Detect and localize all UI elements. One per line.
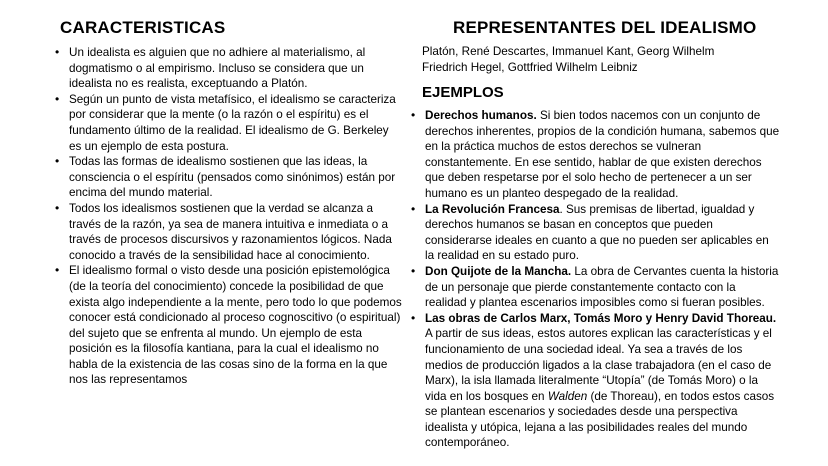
list-item: • Todas las formas de idealismo sostienen que las ideas, la consciencia o el espíritu (pensados como sinónimos) están por encima del mundo material. bbox=[54, 154, 404, 201]
item-italic: Walden bbox=[547, 389, 588, 403]
item-text-continued: (de Thoreau), en todos estos casos se plantean escenarios y sociedades desde una perspectiva idealista y utópica, lejana a las posibilidades reales del mundo contemporáneo. bbox=[425, 389, 775, 450]
item-text: Si bien todos nacemos con un conjunto de derechos inherentes, propios de la condición humana, sabemos que en la práctica muchos de estos derechos se vulneran constantemente. En ese sentido, hablar de que existen derechos que deben respetarse por el solo hecho de pertenecer a un ser humano es un planteo despegado de la realidad. bbox=[425, 109, 780, 200]
list-item: • El idealismo formal o visto desde una posición epistemológica (de la teoría del conocimiento) concede la posibilidad de que exista algo independiente a la mente, pero todo lo que podemos conocer está condicionado al proceso cognoscitivo (o espiritual) del sujeto que se enfrenta al mundo. Un ejemplo de esta posición es la filosofía kantiana, para la cual el idealismo no habla de la existencia de las cosas sino de la forma en la que nos las representamos bbox=[54, 263, 404, 388]
item-title: La Revolución Francesa bbox=[425, 202, 560, 216]
item-title: Don Quijote de la Mancha. bbox=[425, 264, 572, 278]
list-item bbox=[410, 202, 780, 264]
list-item bbox=[410, 311, 780, 451]
item-text: . Sus premisas de libertad, igualdad y derechos humanos se basan en conceptos que pueden considerarse ideales en cuanto a que no pueden ser aplicables en la realidad en su estado puro. bbox=[425, 202, 769, 263]
ejemplos-list bbox=[410, 108, 780, 451]
item-title: Derechos humanos. bbox=[425, 109, 537, 122]
list-item: • Un idealista es alguien que no adhiere al materialismo, al dogmatismo o al empirismo. Incluso se considera que un idealista no es realista, exceptuando a Platón. bbox=[54, 45, 404, 92]
representantes-text: Platón, René Descartes, Immanuel Kant, Georg Wilhelm Friedrich Hegel, Gottfried Wilhelm Leibniz bbox=[422, 45, 715, 74]
list-item: • Todos los idealismos sostienen que la verdad se alcanza a través de la razón, ya sea de manera intuitiva e inmediata o a través de procesos discursivos y razonamientos lógicos. Nada conocido a través de la sensibilidad hace al conocimiento. bbox=[54, 201, 404, 263]
caracteristicas-list bbox=[54, 45, 404, 388]
item-title: Las obras de Carlos Marx, Tomás Moro y Henry David Thoreau. bbox=[425, 311, 777, 325]
item-text: La obra de Cervantes cuenta la historia de un personaje que pierde constantemente contacto con la realidad y plantea escenarios imposibles como si fueran posibles. bbox=[425, 264, 779, 310]
ejemplos-heading: EJEMPLOS bbox=[422, 84, 504, 101]
list-item bbox=[410, 108, 780, 202]
list-item: • Según un punto de vista metafísico, el idealismo se caracteriza por considerar que la mente (o la razón o el espíritu) es el fundamento último de la realidad. El idealismo de G. Berkeley es un ejemplo de esta postura. bbox=[54, 92, 404, 154]
list-item bbox=[410, 264, 780, 311]
representantes-heading: REPRESENTANTES DEL IDEALISMO bbox=[453, 18, 757, 37]
item-text: A partir de sus ideas, estos autores explican las características y el funcionamiento de una sociedad ideal. Ya sea a través de los medios de producción ligados a la clase trabajadora (en el caso de Marx), la isla llamada literalmente “Utopía” (de Tomás Moro) o la vida en los bosques en bbox=[425, 327, 772, 403]
caracteristicas-heading: CARACTERISTICAS bbox=[60, 18, 226, 37]
